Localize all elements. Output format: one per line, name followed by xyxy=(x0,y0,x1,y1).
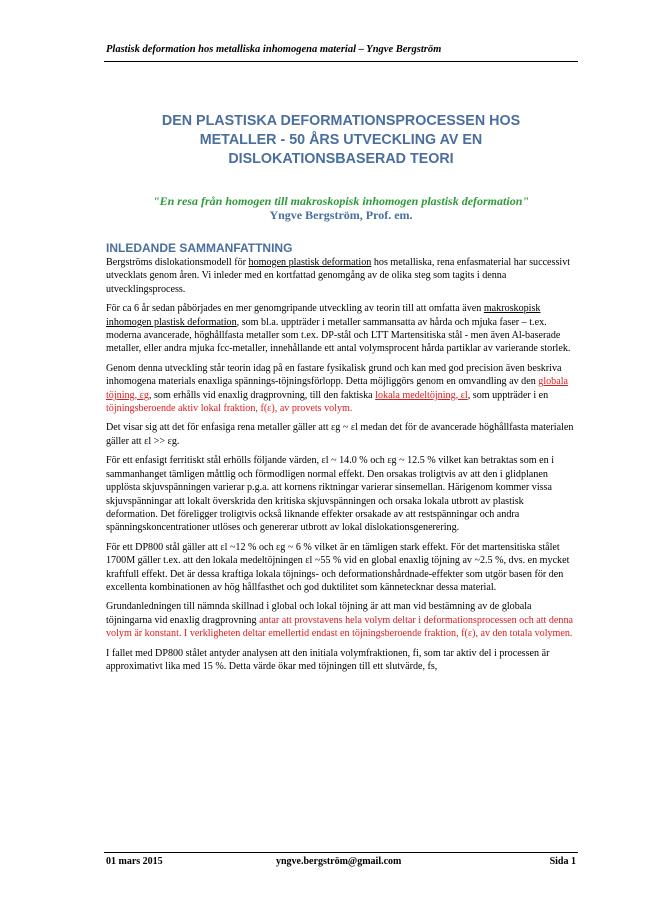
text-run: , som bl.a. uppträder i metaller sammansatta av hårda och mjuka faser – t.ex. moderna avancerade, höghållfasta metaller som t.ex. DP-stål och LTT Martensitiska stål - men även Al-baserade metaller, eller andra mjuka fcc-metaller, innehållande ett antal volymsprocent hårda partiklar av varierande storlek. xyxy=(106,316,571,355)
document-title xyxy=(104,112,578,169)
text-run: Bergströms dislokationsmodell för xyxy=(106,257,249,268)
paragraph-6: För ett DP800 stål gäller att εl ~12 % och εg ~ 6 % vilket är en tämligen stark effekt. För det martensitiska stålet 1700M gäller t.ex. att den lokala medeltöjningen εl ~55 % vid en global enaxlig töjning av ~2.5 %, dvs. en mycket kraftfull effekt. Det är dessa kraftiga lokala töjnings- och deformationshårdnade-effekter som utgör basen för den excellenta kombinationen av hög hållfasthet och god duktilitet som kännetecknar dessa material. xyxy=(106,541,570,593)
subtitle-quote: "En resa från homogen till makroskopisk inhomogen plastisk deformation" xyxy=(152,194,530,208)
text-run: , som uppträder i en xyxy=(467,389,549,401)
text-run: Grundanledningen till nämnda skillnad i global och lokal töjning är att man vid bestämning av de globala töjningarna vid enaxlig dragprovning xyxy=(106,601,532,626)
highlighted-text: töjningsberoende aktiv lokal fraktion, f(ε), av provets volym. xyxy=(106,403,353,415)
footer-email[interactable]: yngve.bergström@gmail.com xyxy=(276,856,402,867)
paragraph-4: Det visar sig att det för enfasiga rena metaller gäller att εg ~ εl medan det för de avancerade höghållfasta materialen gäller att εl >> εg. xyxy=(106,422,574,447)
paragraph-7 xyxy=(106,600,576,640)
paragraph-2 xyxy=(106,302,576,356)
highlighted-term: lokala medeltöjning, εl xyxy=(375,389,468,401)
text-run: , som erhålls vid enaxlig dragprovning, till den faktiska xyxy=(148,389,376,401)
section-heading: INLEDANDE SAMMANFATTNING xyxy=(106,241,293,255)
text-run: För ca 6 år sedan påbörjades en mer genomgripande utveckling av teorin till att omfatta även xyxy=(106,303,484,315)
underlined-term: homogen plastisk deformation xyxy=(248,257,372,268)
paragraph-5: För ett enfasigt ferritiskt stål erhölls följande värden, εl ~ 14.0 % och εg ~ 12.5 % vilket kan betraktas som en i sammanhanget tämligen måttlig och förmodligen normal effekt. Den orsakas troligtvis av att den i glidplanen upplösta skjuvspänningen varierar p.g.a. att kornens riktningar varierar sinsemellan. Härigenom kommer vissa skjuvspänningar att lokalt överskrida den kritiska skjuvspänningen och orsaka lokala utbrott av plastisk deformation. Det föreligger troligtvis också liknande effekter orsakade av att restspänningar och andra spänningskoncentrationer utlöses och genererar utbrott av lokal dislokationsgenerering. xyxy=(106,455,554,534)
paragraph-8: I fallet med DP800 stålet antyder analysen att den initiala volymfraktionen, fi, som tar aktiv del i processen är approximativt lika med 15 %. Detta värde ökar med töjningen till ett slutvärde, fs, xyxy=(106,647,550,672)
title-line-1: DEN PLASTISKA DEFORMATIONSPROCESSEN HOS xyxy=(161,113,521,129)
title-line-2: METALLER - 50 ÅRS UTVECKLING AV EN xyxy=(199,132,483,148)
title-line-3: DISLOKATIONSBASERAD TEORI xyxy=(228,151,454,167)
footer-divider xyxy=(104,852,578,853)
highlighted-text: antar att provstavens hela volym deltar i deformationsprocessen och att denna volym är konstant. I verkligheten deltar emellertid endast en töjningsberoende fraktion, f(ε), av den totala volymen. xyxy=(106,614,573,640)
footer-date: 01 mars 2015 xyxy=(106,856,163,867)
underlined-term: makroskopisk inhomogen plastisk deformation xyxy=(106,303,541,328)
footer-page-number: Sida 1 xyxy=(549,856,576,867)
document-body xyxy=(106,256,576,679)
author-line: Yngve Bergström, Prof. em. xyxy=(269,208,413,222)
paragraph-1 xyxy=(106,256,576,296)
text-run: Genom denna utveckling står teorin idag på en fastare fysikalisk grund och kan med god precision även beskriva inhomogena materials enaxliga spännings-töjningsförlopp. Detta möjliggörs genom en omvandling av den xyxy=(106,362,562,388)
running-header: Plastisk deformation hos metalliska inhomogena material – Yngve Bergström xyxy=(106,44,442,55)
paragraph-3 xyxy=(106,362,576,416)
highlighted-term: globala töjning, εg xyxy=(106,376,568,401)
text-run: hos metalliska, rena enfasmaterial har successivt utvecklats genom åren. Vi inleder med en kortfattad genomgång av de olika steg som tagits i denna utvecklingsprocess. xyxy=(106,257,571,295)
header-divider xyxy=(104,61,578,62)
